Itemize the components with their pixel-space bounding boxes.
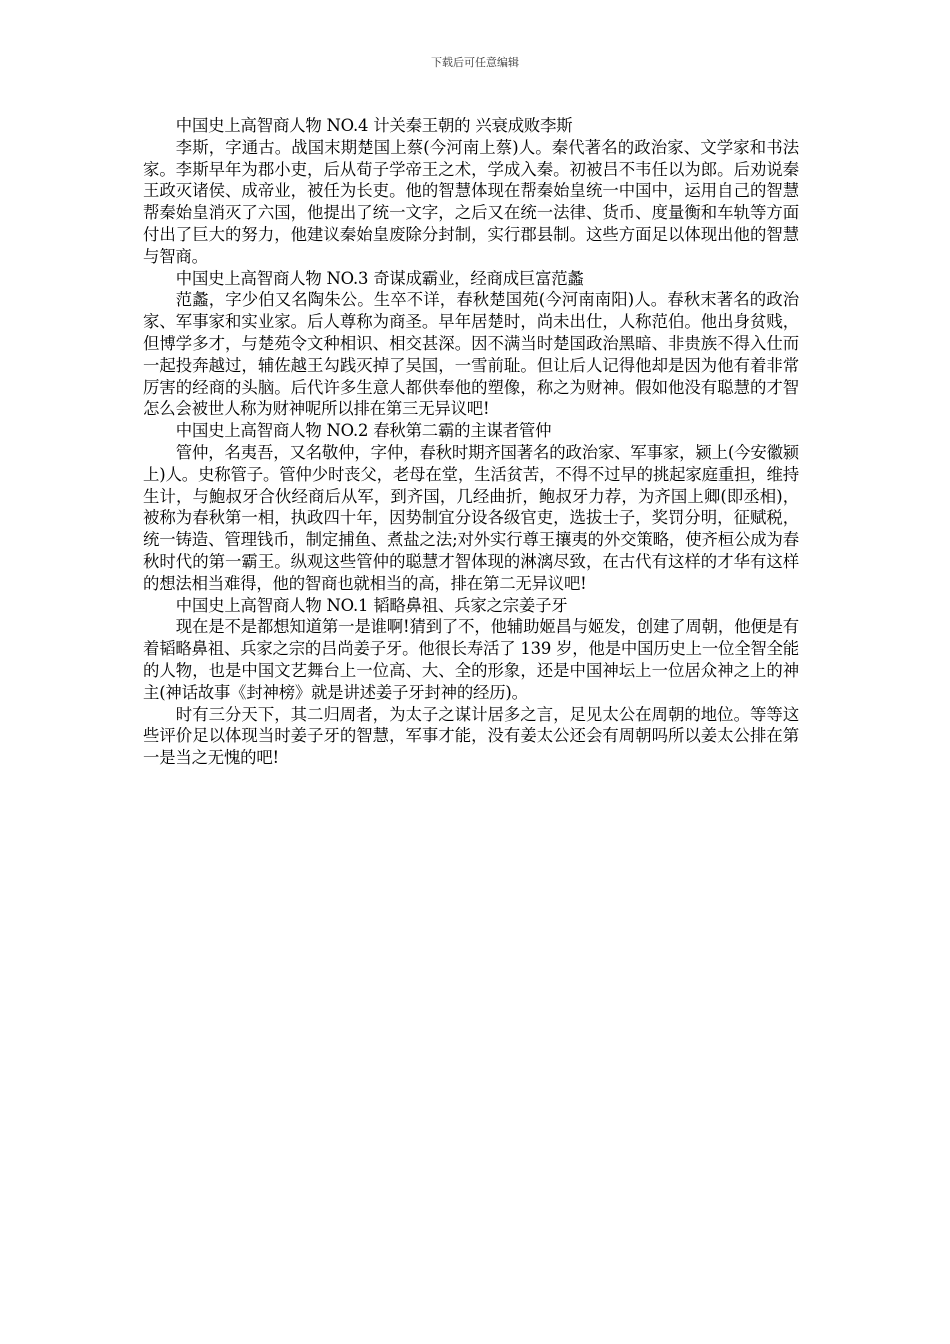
article-body xyxy=(143,115,799,769)
page-header-note: 下载后可任意编辑 xyxy=(431,56,519,69)
paragraph-fan-li: 范蠡，字少伯又名陶朱公。生卒不详，春秋楚国苑(今河南南阳)人。春秋末著名的政治家、军事家和实业家。后人尊称为商圣。早年居楚时，尚未出仕，人称范伯。他出身贫贱，但博学多才，与楚苑令文种相识、相交甚深。因不满当时楚国政治黑暗、非贵族不得入仕而一起投奔越过，辅佐越王勾践灭掉了吴国，一雪前耻。但让后人记得他却是因为他有着非常厉害的经商的头脑。后代许多生意人都供奉他的塑像，称之为财神。假如他没有聪慧的才智怎么会被世人称为财神呢所以排在第三无异议吧! xyxy=(143,290,799,419)
section-heading-no2: 中国史上高智商人物 NO.2 春秋第二霸的主谋者管仲 xyxy=(175,421,552,441)
section-heading-no3: 中国史上高智商人物 NO.3 奇谋成霸业，经商成巨富范蠡 xyxy=(175,268,584,288)
paragraph-conclusion: 时有三分天下，其二归周者，为太子之谋计居多之言，足见太公在周朝的地位。等等这些评价足以体现当时姜子牙的智慧，军事才能，没有姜太公还会有周朝吗所以姜太公排在第一是当之无愧的吧! xyxy=(143,704,799,768)
paragraph-guan-zhong: 管仲，名夷吾，又名敬仲，字仲，春秋时期齐国著名的政治家、军事家，颍上(今安徽颍上)人。史称管子。管仲少时丧父，老母在堂，生活贫苦，不得不过早的挑起家庭重担，维持生计，与鮑叔牙合伙经商后从军，到齐国，几经曲折，鲍叔牙力荐，为齐国上卿(即丞相)，被称为春秋第一相，执政四十年，因势制宜分设各级官吏，选拔士子，奖罚分明，征赋税，统一铸造、管理钱币，制定捕鱼、煮盐之法;对外实行尊王攘夷的外交策略，使齐桓公成为春秋时代的第一霸王。纵观这些管仲的聪慧才智体现的淋漓尽致，在古代有这样的才华有这样的想法相当难得，他的智商也就相当的高，排在第二无异议吧! xyxy=(143,442,799,593)
section-heading-no1: 中国史上高智商人物 NO.1 韬略鼻祖、兵家之宗姜子牙 xyxy=(175,595,568,615)
paragraph-jiang-ziya: 现在是不是都想知道第一是谁啊!猜到了不，他辅助姬昌与姬发，创建了周朝，他便是有着韬略鼻祖、兵家之宗的吕尚姜子牙。他很长寿活了 139 岁，他是中国历史上一位全智全能的人物，也是中国文艺舞台上一位高、大、全的形象，还是中国神坛上一位居众神之上的神主(神话故事《封神榜》就是讲述姜子牙封神的经历)。 xyxy=(143,617,799,702)
section-heading-no4: 中国史上高智商人物 NO.4 计关秦王朝的 兴衰成败李斯 xyxy=(175,116,573,135)
paragraph-li-si: 李斯，字通古。战国末期楚国上蔡(今河南上蔡)人。秦代著名的政治家、文学家和书法家。李斯早年为郡小吏，后从荀子学帝王之术，学成入秦。初被吕不韦任以为郎。后劝说秦王政灭诸侯、成帝业，被任为长吏。他的智慧体现在帮秦始皇统一中国中，运用自己的智慧帮秦始皇消灭了六国，他提出了统一文字，之后又在统一法律、货币、度量衡和车轨等方面付出了巨大的努力，他建议秦始皇废除分封制，实行郡县制。这些方面足以体现出他的智慧与智商。 xyxy=(143,137,799,266)
